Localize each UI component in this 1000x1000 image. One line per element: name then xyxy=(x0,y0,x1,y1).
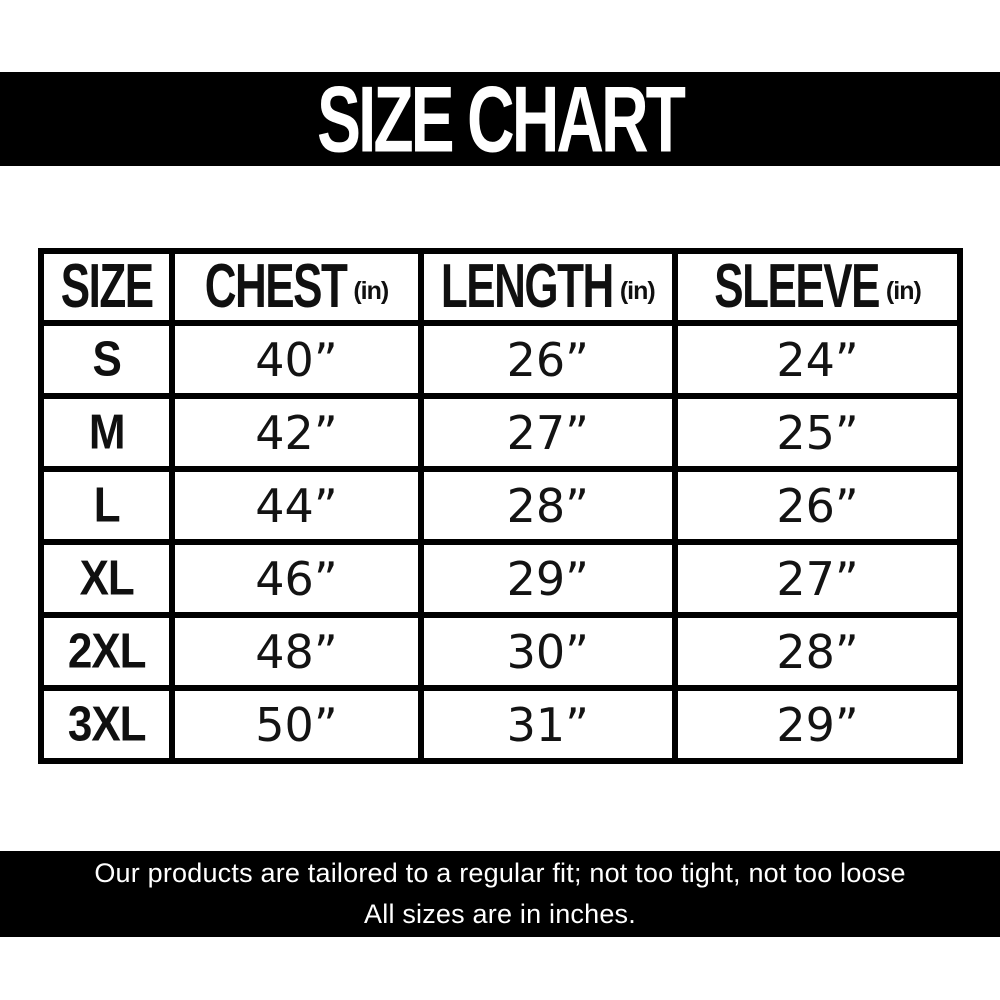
chest-value: 40” xyxy=(255,332,338,387)
sleeve-value-cell xyxy=(675,615,960,688)
length-value: 27” xyxy=(506,405,589,460)
size-label-cell xyxy=(41,323,172,396)
sleeve-value: 29” xyxy=(776,697,859,752)
size-label: XL xyxy=(79,550,134,606)
column-header-sleeve-unit: (in) xyxy=(885,276,921,305)
size-label: M xyxy=(88,404,125,460)
sleeve-value-cell xyxy=(675,323,960,396)
column-header-chest-unit: (in) xyxy=(353,276,389,305)
column-header-length-label: LENGTH xyxy=(440,251,613,322)
table-row xyxy=(41,323,960,396)
chest-value: 42” xyxy=(255,405,338,460)
length-value-cell xyxy=(421,615,676,688)
chest-value-cell xyxy=(172,396,420,469)
footer-note-line1: Our products are tailored to a regular fit; not too tight, not too loose xyxy=(94,858,906,888)
table-row xyxy=(41,469,960,542)
size-label: L xyxy=(93,477,120,533)
chest-value: 46” xyxy=(255,551,338,606)
title-banner xyxy=(0,66,1000,172)
sleeve-value-cell xyxy=(675,542,960,615)
length-value-cell xyxy=(421,396,676,469)
size-label: 3XL xyxy=(67,696,146,752)
column-header-length-unit: (in) xyxy=(619,276,655,305)
length-value-cell xyxy=(421,323,676,396)
sleeve-value: 27” xyxy=(776,551,859,606)
column-header-chest-label: CHEST xyxy=(204,251,347,322)
sleeve-value: 28” xyxy=(776,624,859,679)
column-header-size-label: SIZE xyxy=(60,251,153,322)
chest-value: 48” xyxy=(255,624,338,679)
table-row xyxy=(41,542,960,615)
length-value: 31” xyxy=(506,697,589,752)
length-value: 29” xyxy=(506,551,589,606)
column-header-chest xyxy=(172,251,420,323)
size-label: S xyxy=(92,331,121,387)
chest-value-cell xyxy=(172,542,420,615)
chest-value: 50” xyxy=(255,697,338,752)
length-value: 28” xyxy=(506,478,589,533)
table-row xyxy=(41,396,960,469)
table-row xyxy=(41,615,960,688)
sleeve-value-cell xyxy=(675,688,960,761)
size-label-cell xyxy=(41,688,172,761)
size-label-cell xyxy=(41,469,172,542)
page-title: SIZE CHART xyxy=(317,66,683,172)
column-header-sleeve xyxy=(675,251,960,323)
size-label-cell xyxy=(41,615,172,688)
sleeve-value: 24” xyxy=(776,332,859,387)
sleeve-value: 26” xyxy=(776,478,859,533)
length-value: 30” xyxy=(506,624,589,679)
sleeve-value-cell xyxy=(675,396,960,469)
column-header-size xyxy=(41,251,172,323)
footer-note-banner xyxy=(0,851,1000,937)
column-header-length xyxy=(421,251,676,323)
length-value: 26” xyxy=(506,332,589,387)
chest-value: 44” xyxy=(255,478,338,533)
size-label-cell xyxy=(41,396,172,469)
chest-value-cell xyxy=(172,323,420,396)
footer-note-line2: All sizes are in inches. xyxy=(364,899,636,929)
length-value-cell xyxy=(421,542,676,615)
chest-value-cell xyxy=(172,469,420,542)
sleeve-value-cell xyxy=(675,469,960,542)
size-label-cell xyxy=(41,542,172,615)
length-value-cell xyxy=(421,688,676,761)
length-value-cell xyxy=(421,469,676,542)
column-header-sleeve-label: SLEEVE xyxy=(714,251,879,322)
sleeve-value: 25” xyxy=(776,405,859,460)
size-label: 2XL xyxy=(67,623,146,679)
size-table xyxy=(38,248,963,764)
chest-value-cell xyxy=(172,615,420,688)
table-header-row xyxy=(41,251,960,323)
table-row xyxy=(41,688,960,761)
chest-value-cell xyxy=(172,688,420,761)
